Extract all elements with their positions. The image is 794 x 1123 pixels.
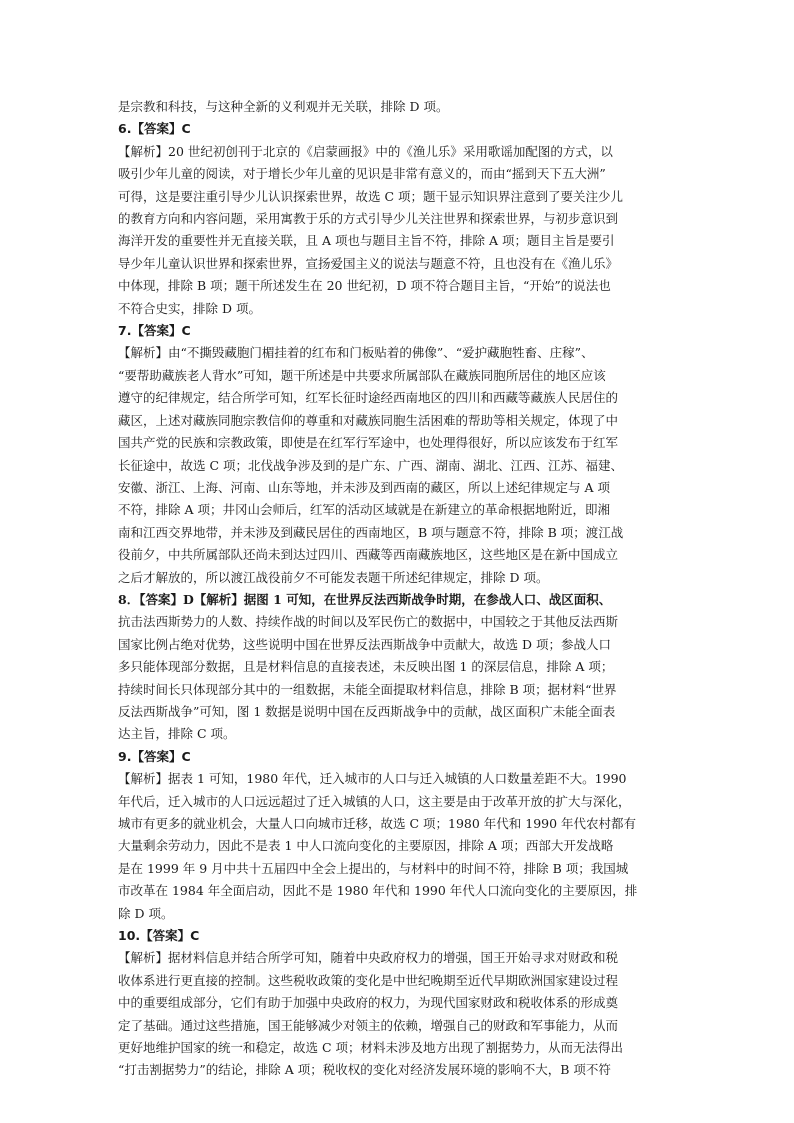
analysis-line: 抗击法西斯势力的人数、持续作战的时间以及军民伤亡的数据中，中国较之于其他反法西斯 xyxy=(118,614,619,630)
analysis-line: 【解析】由“不撕毁藏胞门楣挂着的红布和门板贴着的佛像”、“爱护藏胞牲畜、庄稼”、 xyxy=(118,345,594,361)
analysis-line: 更好地维护国家的统一和稳定，故选 C 项；材料未涉及地方出现了割据势力，从而无法得出 xyxy=(118,1040,624,1056)
analysis-line: 海洋开发的重要性并无直接关联，且 A 项也与题目主旨不符，排除 A 项；题目主旨是要引 xyxy=(118,233,615,249)
analysis-line: 定了基础。通过这些措施，国王能够减少对领主的依赖，增强自己的财政和军事能力，从而 xyxy=(118,1017,619,1033)
analysis-line: 中的重要组成部分，它们有助于加强中央政府的权力，为现代国家财政和税收体系的形成奠 xyxy=(118,995,619,1011)
document-page xyxy=(118,96,674,1082)
analysis-line: 可得，这是要注重引导少儿认识探索世界，故选 C 项；题干显示知识界注意到了要关注少儿 xyxy=(118,188,624,204)
analysis-line: 之后才解放的，所以渡江战役前夕不可能发表题干所述纪律规定，排除 D 项。 xyxy=(118,569,549,585)
analysis-line: 吸引少年儿童的阅读，对于增长少年儿童的见识是非常有意义的，而由“摇到天下五大洲” xyxy=(118,166,606,182)
analysis-line: 安徽、浙江、上海、河南、山东等地，并未涉及到西南的藏区，所以上述纪律规定与 A 项 xyxy=(118,479,610,495)
analysis-line: 达主旨，排除 C 项。 xyxy=(118,726,236,742)
answer-heading-q7: 7.【答案】C xyxy=(118,323,191,339)
answer-heading-q6: 6.【答案】C xyxy=(118,121,191,137)
analysis-line: 国共产党的民族和宗教政策，即使是在红军行军途中，也处理得很好，所以应该发布于红军 xyxy=(118,435,619,451)
answer-heading-q10: 10.【答案】C xyxy=(118,928,200,944)
analysis-line: 遵守的纪律规定，结合所学可知，红军长征时途经西南地区的四川和西藏等藏族人民居住的 xyxy=(118,390,619,406)
answer-heading-q9: 9.【答案】C xyxy=(118,748,191,764)
analysis-line: 是在 1999 年 9 月中共十五届四中全会上提出的，与材料中的时间不符，排除 B 项；我国城 xyxy=(118,860,629,876)
analysis-line: 不符合史实，排除 D 项。 xyxy=(118,300,261,316)
analysis-line: 【解析】据材料信息并结合所学可知，随着中央政府权力的增强，国王开始寻求对财政和税 xyxy=(118,950,619,966)
intro-line: 是宗教和科技，与这种全新的义利观并无关联，排除 D 项。 xyxy=(118,99,449,114)
analysis-line: 役前夕，中共所属部队还尚未到达过四川、西藏等西南藏族地区，这些地区是在新中国成立 xyxy=(118,547,619,563)
analysis-line: 除 D 项。 xyxy=(118,905,174,921)
analysis-line: 市改革在 1984 年全面启动，因此不是 1980 年代和 1990 年代人口流向变化的主要原因，排 xyxy=(118,883,638,899)
analysis-line: 持续时间长只体现部分其中的一组数据，未能全面提取材料信息，排除 B 项；据材料“世界 xyxy=(118,681,617,697)
analysis-line: “要帮助藏族老人背水”可知，题干所述是中共要求所属部队在藏族同胞所居住的地区应该 xyxy=(118,367,606,383)
analysis-line: 国家比例占绝对优势，这些说明中国在世界反法西斯战争中贡献大，故选 D 项；参战人口 xyxy=(118,636,611,652)
answer-heading-q8: 8．【答案】D【解析】据图 1 可知，在世界反法西斯战争时期，在参战人口、战区面积、 xyxy=(118,591,612,607)
analysis-line: 【解析】据表 1 可知，1980 年代，迁入城市的人口与迁入城镇的人口数量差距不大。1990 xyxy=(118,771,627,787)
analysis-line: 年代后，迁入城市的人口远远超过了迁入城镇的人口，这主要是由于改革开放的扩大与深化， xyxy=(118,793,631,809)
analysis-line: “打击割据势力”的结论，排除 A 项；税收权的变化对经济发展环境的影响不大，B 项不符 xyxy=(118,1062,611,1078)
analysis-line: 大量剩余劳动力，因此不是表 1 中人口流向变化的主要原因，排除 A 项；西部大开发战略 xyxy=(118,838,614,854)
analysis-line: 藏区，上述对藏族同胞宗教信仰的尊重和对藏族同胞生活困难的帮助等相关规定，体现了中 xyxy=(118,412,619,428)
analysis-line: 的教育方向和内容问题，采用寓教于乐的方式引导少儿关注世界和探索世界，与初步意识到 xyxy=(118,211,619,227)
analysis-line: 多只能体现部分数据，且是材料信息的直接表述，未反映出图 1 的深层信息，排除 A 项； xyxy=(118,659,614,675)
analysis-line: 南和江西交界地带，并未涉及到藏民居住的西南地区，B 项与题意不符，排除 B 项；渡江战 xyxy=(118,524,624,540)
analysis-line: 中体现，排除 B 项；题干所述发生在 20 世纪初，D 项不符合题目主旨，“开始”的说法也 xyxy=(118,278,611,294)
analysis-line: 反法西斯战争”可知，图 1 数据是说明中国在反西斯战争中的贡献，战区面积广未能全面表 xyxy=(118,703,616,719)
analysis-line: 导少年儿童认识世界和探索世界，宣扬爱国主义的说法与题意不符，且也没有在《渔儿乐》 xyxy=(118,255,619,271)
analysis-line: 不符，排除 A 项；井冈山会师后，红军的活动区域就是在新建立的革命根据地附近，即湘 xyxy=(118,502,610,518)
analysis-line: 城市有更多的就业机会，大量人口向城市迁移，故选 C 项；1980 年代和 1990 年代农村都有 xyxy=(118,816,637,831)
analysis-line: 长征途中，故选 C 项；北伐战争涉及到的是广东、广西、湖南、湖北、江西、江苏、福建、 xyxy=(118,457,624,473)
analysis-line: 【解析】20 世纪初创刊于北京的《启蒙画报》中的《渔儿乐》采用歌谣加配图的方式，以 xyxy=(118,143,613,159)
analysis-line: 收体系进行更直接的控制。这些税收政策的变化是中世纪晚期至近代早期欧洲国家建设过程 xyxy=(118,972,619,988)
